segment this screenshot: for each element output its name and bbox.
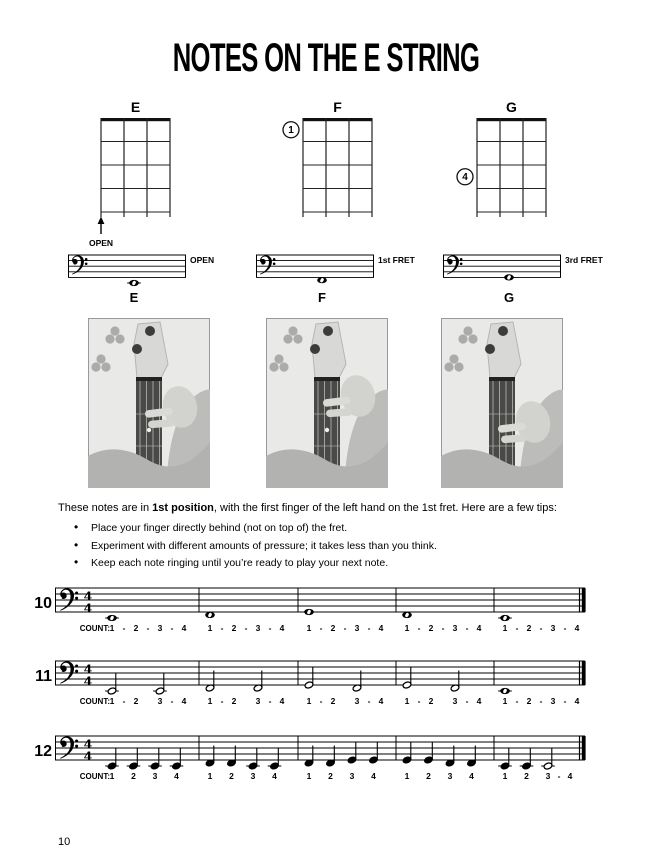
svg-text:3: 3: [349, 771, 355, 781]
svg-text:-: -: [244, 623, 248, 633]
count-row: [110, 771, 180, 781]
svg-text:-: -: [539, 623, 543, 633]
page-number: 10: [58, 836, 71, 848]
count-row: [405, 771, 475, 781]
note-E-h: [153, 674, 167, 696]
note-G-w: [304, 609, 314, 615]
svg-text:1: 1: [109, 623, 115, 633]
svg-text:-: -: [122, 696, 126, 706]
chord-name: E: [130, 99, 141, 115]
note-F-h: [205, 671, 215, 693]
svg-text:1: 1: [306, 623, 312, 633]
svg-text:4: 4: [181, 696, 187, 706]
exercise-number: 12: [34, 743, 52, 760]
svg-text:2: 2: [428, 696, 434, 706]
svg-text:1: 1: [502, 771, 508, 781]
svg-text:1: 1: [207, 696, 213, 706]
note-E-q: [148, 749, 162, 771]
svg-text:2: 2: [133, 623, 139, 633]
note-E-w: [498, 615, 512, 621]
note-name-label: E: [129, 290, 139, 305]
fret-position-label: 1st FRET: [378, 255, 415, 265]
page-title: NOTES ON THE E STRING: [172, 36, 480, 80]
note-E-q: [520, 749, 534, 771]
svg-text:-: -: [417, 623, 421, 633]
note-E-h: [105, 674, 119, 696]
chord-name: F: [333, 99, 342, 115]
svg-text:4: 4: [462, 172, 468, 184]
tip-item: • Keep each note ringing until you’re ready to play your next note.: [74, 557, 594, 570]
note-G-h: [304, 668, 314, 690]
svg-text:2: 2: [526, 623, 532, 633]
count-row: [503, 623, 580, 633]
svg-text:2: 2: [131, 771, 136, 781]
svg-text:-: -: [441, 623, 445, 633]
svg-text:3: 3: [157, 623, 163, 633]
svg-text:1: 1: [288, 125, 294, 137]
svg-text:4: 4: [567, 771, 573, 781]
note-E-q: [127, 749, 141, 771]
time-signature: [84, 661, 93, 688]
svg-text:2: 2: [526, 696, 532, 706]
svg-text:-: -: [557, 771, 561, 781]
svg-text:1: 1: [207, 771, 213, 781]
chord-name: G: [506, 99, 517, 115]
svg-text:3: 3: [152, 771, 158, 781]
svg-text:3: 3: [550, 696, 556, 706]
note-F-q: [326, 746, 336, 768]
note-E-q: [246, 749, 260, 771]
note-G-q: [347, 743, 357, 765]
note-F-q: [205, 746, 215, 768]
svg-text:4: 4: [378, 623, 384, 633]
svg-text:-: -: [367, 696, 371, 706]
svg-text:-: -: [268, 696, 272, 706]
svg-text:-: -: [515, 623, 519, 633]
count-row: [405, 623, 482, 633]
note-F-q: [227, 746, 237, 768]
note-F-w: [205, 612, 215, 618]
svg-text:2: 2: [330, 696, 336, 706]
svg-text:-: -: [465, 623, 469, 633]
svg-text:2: 2: [428, 623, 434, 633]
count-row: [307, 696, 384, 706]
svg-text:-: -: [417, 696, 421, 706]
svg-text:-: -: [563, 696, 567, 706]
count-row: [405, 696, 482, 706]
svg-text:4: 4: [174, 771, 179, 781]
svg-text:4: 4: [476, 696, 482, 706]
svg-text:4: 4: [83, 661, 93, 677]
note-G-q: [369, 743, 379, 765]
exercise-12: [28, 725, 652, 787]
svg-text:4: 4: [574, 623, 580, 633]
svg-text:3: 3: [354, 623, 360, 633]
svg-text:3: 3: [255, 623, 261, 633]
fret-position-label: 3rd FRET: [565, 255, 603, 265]
svg-text:4: 4: [272, 771, 277, 781]
note-G-q: [424, 743, 434, 765]
svg-text:4: 4: [476, 623, 482, 633]
note-name-label: G: [503, 290, 515, 305]
svg-text:4: 4: [469, 771, 474, 781]
note-F-h: [352, 671, 362, 693]
count-label: COUNT:: [79, 772, 110, 781]
svg-text:-: -: [367, 623, 371, 633]
svg-text:-: -: [465, 696, 469, 706]
svg-text:4: 4: [83, 736, 93, 752]
svg-text:-: -: [122, 623, 126, 633]
svg-text:1: 1: [502, 623, 508, 633]
tip-item: • Experiment with different amounts of pressure; it takes less than you think.: [74, 540, 594, 553]
svg-text:1: 1: [109, 696, 115, 706]
svg-text:1: 1: [404, 771, 410, 781]
svg-text:3: 3: [452, 696, 458, 706]
svg-text:-: -: [319, 696, 323, 706]
count-row: [208, 696, 285, 706]
count-row: [503, 771, 573, 781]
note-E-w: [498, 688, 512, 694]
fret-position-label: OPEN: [190, 255, 215, 265]
svg-text:-: -: [563, 623, 567, 633]
note-E-q: [268, 749, 282, 771]
svg-text:4: 4: [83, 588, 93, 604]
note-name-label: F: [318, 290, 326, 305]
open-label: OPEN: [88, 238, 114, 248]
note-E-q: [498, 749, 512, 771]
svg-text:3: 3: [255, 696, 261, 706]
svg-text:4: 4: [279, 623, 285, 633]
svg-text:-: -: [515, 696, 519, 706]
svg-text:4: 4: [83, 673, 93, 689]
note-F-q: [445, 746, 455, 768]
count-row: [208, 623, 285, 633]
intro-text-bold: 1st position: [152, 502, 214, 514]
svg-text:4: 4: [181, 623, 187, 633]
svg-text:4: 4: [83, 748, 93, 764]
svg-text:-: -: [343, 623, 347, 633]
exercise-11: [28, 650, 652, 712]
svg-text:1: 1: [306, 771, 312, 781]
count-row: [208, 771, 278, 781]
tip-item: • Place your finger directly behind (not on top of) the fret.: [74, 522, 594, 535]
note-F-q: [467, 746, 477, 768]
svg-text:2: 2: [330, 623, 336, 633]
svg-text:-: -: [319, 623, 323, 633]
note-F-w: [402, 612, 412, 618]
svg-text:2: 2: [229, 771, 234, 781]
svg-text:4: 4: [378, 696, 384, 706]
svg-text:-: -: [268, 623, 272, 633]
svg-text:-: -: [170, 696, 174, 706]
svg-text:3: 3: [545, 771, 551, 781]
svg-text:1: 1: [207, 623, 213, 633]
svg-text:2: 2: [231, 623, 237, 633]
intro-text-post: , with the first finger of the left hand on the 1st fret. Here are a few tips:: [213, 502, 557, 514]
exercise-number: 10: [34, 595, 52, 612]
time-signature: [84, 588, 93, 615]
svg-text:4: 4: [279, 696, 285, 706]
count-row: [110, 623, 187, 633]
svg-text:3: 3: [250, 771, 256, 781]
count-row: [110, 696, 187, 706]
note-F-q: [304, 746, 314, 768]
count-row: [307, 623, 384, 633]
svg-text:2: 2: [328, 771, 333, 781]
note-E-h: [541, 749, 555, 771]
count-row: [503, 696, 580, 706]
svg-text:4: 4: [371, 771, 376, 781]
time-signature: [84, 736, 93, 763]
svg-text:1: 1: [502, 696, 508, 706]
note-G-q: [402, 743, 412, 765]
svg-text:1: 1: [404, 696, 410, 706]
svg-text:1: 1: [109, 771, 115, 781]
svg-text:3: 3: [157, 696, 163, 706]
note-E-w: [105, 615, 119, 621]
note-F-h: [253, 671, 263, 693]
count-label: COUNT:: [79, 624, 110, 633]
note-E-q: [170, 749, 184, 771]
exercise-10: [28, 577, 652, 639]
svg-text:3: 3: [550, 623, 556, 633]
svg-text:2: 2: [231, 696, 237, 706]
svg-text:3: 3: [452, 623, 458, 633]
svg-text:3: 3: [447, 771, 453, 781]
exercise-number: 11: [35, 668, 52, 685]
svg-text:-: -: [220, 623, 224, 633]
svg-text:2: 2: [524, 771, 529, 781]
svg-text:4: 4: [83, 600, 93, 616]
svg-text:2: 2: [133, 696, 139, 706]
svg-text:2: 2: [426, 771, 431, 781]
count-label: COUNT:: [79, 697, 110, 706]
svg-text:1: 1: [404, 623, 410, 633]
svg-text:-: -: [146, 623, 150, 633]
count-row: [307, 771, 377, 781]
svg-text:1: 1: [306, 696, 312, 706]
svg-text:-: -: [539, 696, 543, 706]
svg-text:-: -: [220, 696, 224, 706]
svg-text:-: -: [170, 623, 174, 633]
svg-text:3: 3: [354, 696, 360, 706]
note-G-h: [402, 668, 412, 690]
svg-text:4: 4: [574, 696, 580, 706]
intro-text-pre: These notes are in: [58, 502, 153, 514]
note-E-q: [105, 749, 119, 771]
note-F-h: [450, 671, 460, 693]
